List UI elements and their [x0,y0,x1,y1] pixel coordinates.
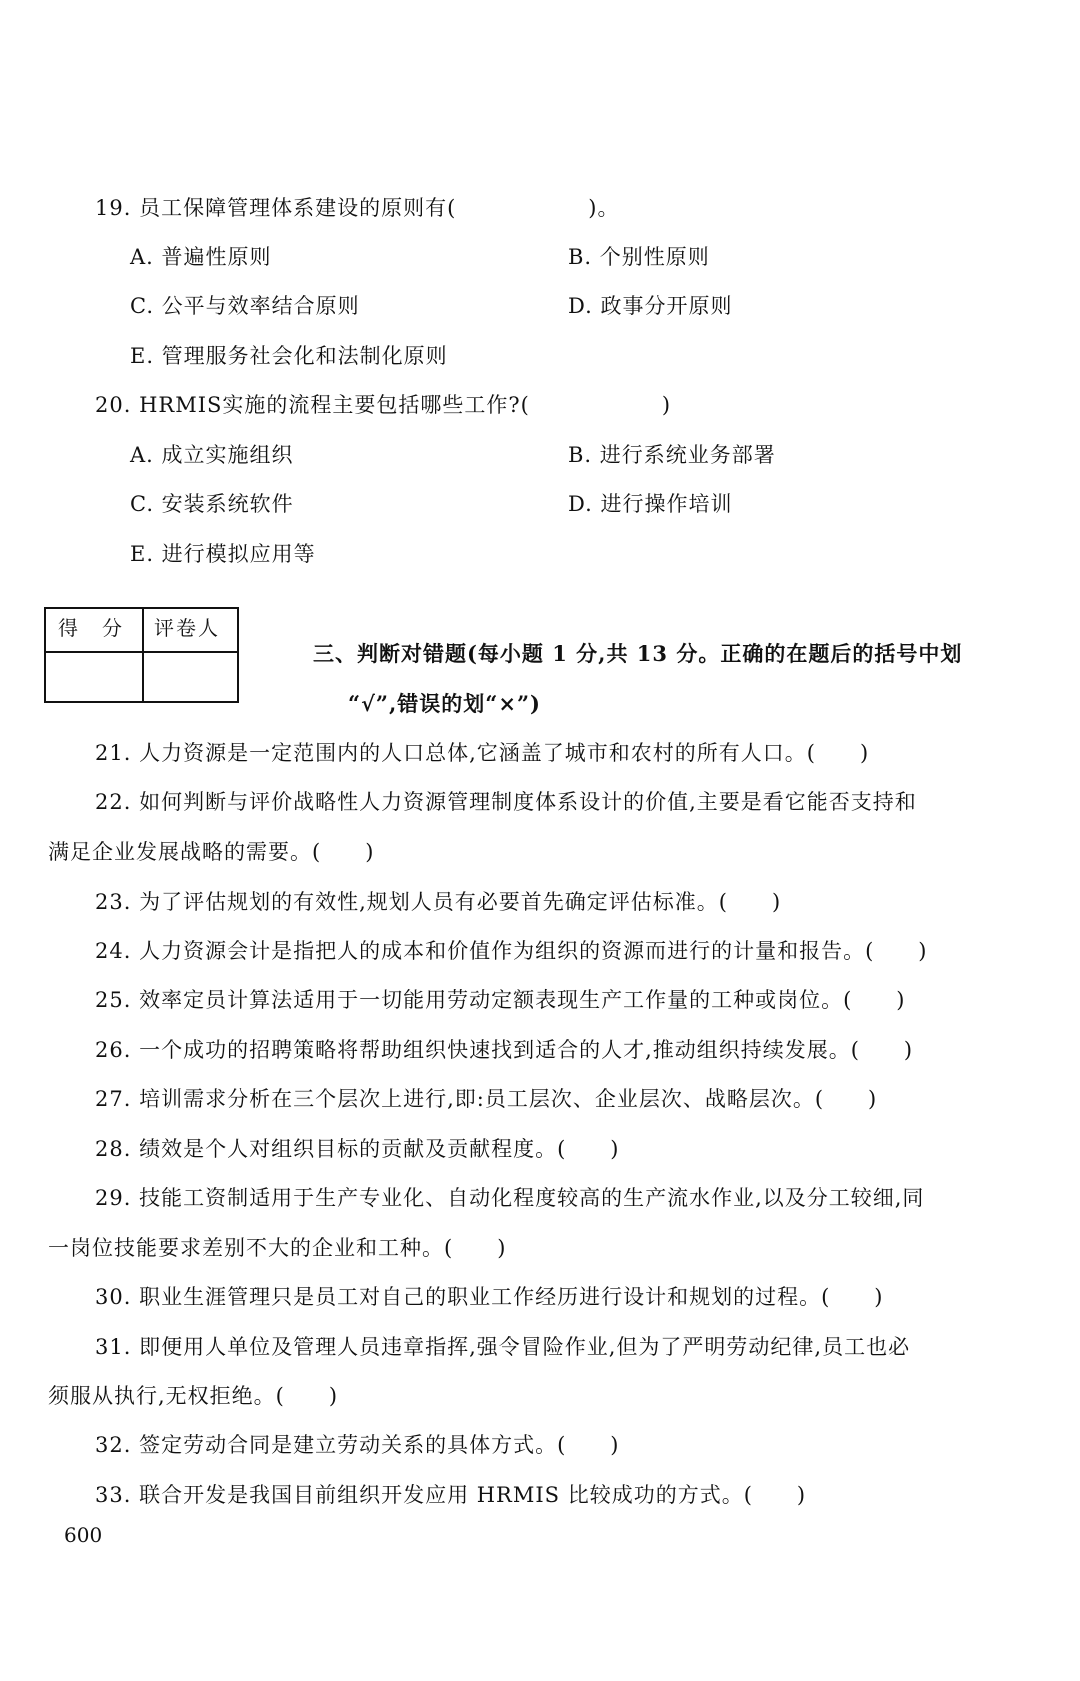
question-26: 26. 一个成功的招聘策略将帮助组织快速找到适合的人才,推动组织持续发展。( ) [95,1038,914,1062]
question-19-option-c: C. 公平与效率结合原则 [130,294,360,318]
question-19-option-a: A. 普遍性原则 [130,245,272,269]
page-number: 600 [64,1523,103,1547]
question-20-option-e: E. 进行模拟应用等 [130,542,316,566]
question-23: 23. 为了评估规划的有效性,规划人员有必要首先确定评估标准。( ) [95,890,782,914]
question-20-option-d: D. 进行操作培训 [568,492,733,516]
question-29: 29. 技能工资制适用于生产专业化、自动化程度较高的生产流水作业,以及分工较细,同 [95,1186,925,1210]
score-box-divider-horizontal [46,651,237,653]
question-31-continued: 须服从执行,无权拒绝。( ) [48,1384,339,1408]
score-box [44,607,239,703]
question-30: 30. 职业生涯管理只是员工对自己的职业工作经历进行设计和规划的过程。( ) [95,1285,884,1309]
section-3-title: 三、判断对错题(每小题 1 分,共 13 分。正确的在题后的括号中划 [313,641,963,666]
question-21: 21. 人力资源是一定范围内的人口总体,它涵盖了城市和农村的所有人口。( ) [95,741,870,765]
question-19-option-b: B. 个别性原则 [568,245,710,269]
score-box-divider-vertical [142,609,144,701]
question-22-continued: 满足企业发展战略的需要。( ) [48,840,375,864]
question-31: 31. 即便用人单位及管理人员违章指挥,强令冒险作业,但为了严明劳动纪律,员工也必 [95,1335,911,1359]
question-20-option-a: A. 成立实施组织 [130,443,294,467]
question-20-option-c: C. 安装系统软件 [130,492,294,516]
score-label: 得 分 [58,616,124,640]
question-19-option-e: E. 管理服务社会化和法制化原则 [130,344,448,368]
question-32: 32. 签定劳动合同是建立劳动关系的具体方式。( ) [95,1433,620,1457]
question-25: 25. 效率定员计算法适用于一切能用劳动定额表现生产工作量的工种或岗位。( ) [95,988,906,1012]
question-19-option-d: D. 政事分开原则 [568,294,733,318]
question-22: 22. 如何判断与评价战略性人力资源管理制度体系设计的价值,主要是看它能否支持和 [95,790,917,814]
question-20-stem: 20. HRMIS实施的流程主要包括哪些工作?( ) [95,393,672,417]
grader-label: 评卷人 [154,616,220,640]
question-19-stem: 19. 员工保障管理体系建设的原则有( )。 [95,196,620,220]
question-20-option-b: B. 进行系统业务部署 [568,443,776,467]
question-28: 28. 绩效是个人对组织目标的贡献及贡献程度。( ) [95,1137,620,1161]
section-3-title-continued: “√”,错误的划“×”) [348,691,541,716]
question-24: 24. 人力资源会计是指把人的成本和价值作为组织的资源而进行的计量和报告。( ) [95,939,928,963]
question-27: 27. 培训需求分析在三个层次上进行,即:员工层次、企业层次、战略层次。( ) [95,1087,878,1111]
question-29-continued: 一岗位技能要求差别不大的企业和工种。( ) [48,1236,507,1260]
question-33: 33. 联合开发是我国目前组织开发应用 HRMIS 比较成功的方式。( ) [95,1483,807,1507]
